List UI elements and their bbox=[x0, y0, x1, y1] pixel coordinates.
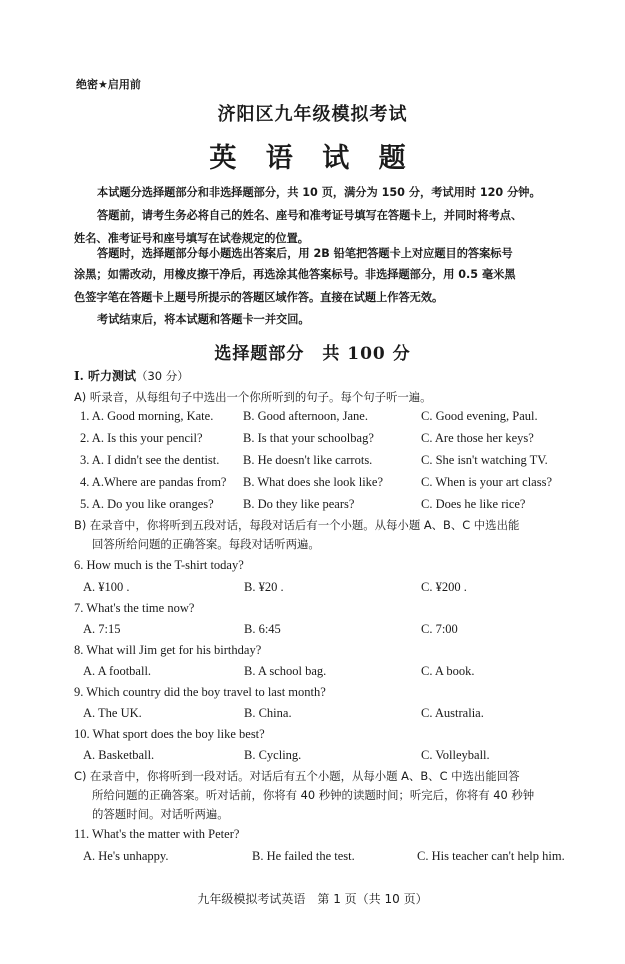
option-b: B. Cycling. bbox=[244, 748, 302, 762]
option-b: B. He doesn't like carrots. bbox=[243, 453, 373, 467]
option-b: B. What does she look like? bbox=[243, 475, 384, 489]
instruction-line: 色签字笔在答题卡上题号所提示的答题区域作答。直接在试题上作答无效。 bbox=[74, 291, 444, 304]
option-a: A. ¥100 . bbox=[83, 580, 130, 594]
part-c-instruction: 的答题时间。对话听两遍。 bbox=[92, 807, 229, 821]
part-score: （30 分） bbox=[135, 369, 189, 383]
option-c: C. Good evening, Paul. bbox=[421, 409, 538, 423]
instruction-line: 本试题分选择题部分和非选择题部分，共 10 页，满分为 150 分，考试用时 120 分钟。 bbox=[97, 186, 541, 199]
question-stem: 8. What will Jim get for his birthday? bbox=[74, 643, 262, 657]
instruction-line: 姓名、准考证号和座号填写在试卷规定的位置。 bbox=[74, 232, 309, 245]
part-b-instruction: B) 在录音中，你将听到五段对话，每段对话后有一个小题。从每小题 A、B、C 中选出能 bbox=[74, 518, 520, 532]
option-c: C. Does he like rice? bbox=[421, 497, 526, 511]
instruction-line: 答题时，选择题部分每小题选出答案后，用 2B 铅笔把答题卡上对应题目的答案标号 bbox=[97, 247, 513, 260]
part-a-instruction: A) 听录音，从每组句子中选出一个你所听到的句子。每个句子听一遍。 bbox=[74, 390, 432, 404]
option-c: C. She isn't watching TV. bbox=[421, 453, 548, 467]
option-b: B. Is that your schoolbag? bbox=[243, 431, 374, 445]
page-footer: 九年级模拟考试英语 第 1 页（共 10 页） bbox=[197, 892, 428, 906]
option-a: A. He's unhappy. bbox=[83, 849, 169, 863]
part-c-instruction: C) 在录音中，你将听到一段对话。对话后有五个小题，从每小题 A、B、C 中选出能回答 bbox=[74, 769, 520, 783]
option-b: B. He failed the test. bbox=[252, 849, 355, 863]
option-c: C. His teacher can't help him. bbox=[417, 849, 565, 863]
option-c: C. Australia. bbox=[421, 706, 484, 720]
option-c: C. A book. bbox=[421, 664, 475, 678]
instruction-line: 涂黑；如需改动，用橡皮擦干净后，再选涂其他答案标号。非选择题部分，用 0.5 毫米黑 bbox=[74, 268, 516, 281]
option-b: B. Do they like pears? bbox=[243, 497, 355, 511]
question-stem: 11. What's the matter with Peter? bbox=[74, 827, 240, 841]
option-a: 1. A. Good morning, Kate. bbox=[80, 409, 214, 423]
section-title: 选择题部分 共 100 分 bbox=[214, 344, 411, 364]
question-stem: 7. What's the time now? bbox=[74, 601, 195, 615]
subject-title: 英 语 试 题 bbox=[209, 143, 416, 174]
exam-title: 济阳区九年级模拟考试 bbox=[217, 104, 408, 125]
question-stem: 6. How much is the T-shirt today? bbox=[74, 558, 244, 572]
part-title: I. 听力测试 bbox=[74, 369, 136, 383]
instruction-line: 答题前，请考生务必将自己的姓名、座号和准考证号填写在答题卡上，并同时将考点、 bbox=[97, 209, 523, 222]
option-c: C. When is your art class? bbox=[421, 475, 552, 489]
part-b-instruction: 回答所给问题的正确答案。每段对话听两遍。 bbox=[92, 537, 320, 551]
option-b: B. China. bbox=[244, 706, 292, 720]
instruction-line: 考试结束后，将本试题和答题卡一并交回。 bbox=[97, 313, 310, 326]
option-b: B. Good afternoon, Jane. bbox=[243, 409, 368, 423]
confidential-label: 绝密★启用前 bbox=[76, 78, 141, 91]
question-stem: 9. Which country did the boy travel to last month? bbox=[74, 685, 326, 699]
option-a: 4. A.Where are pandas from? bbox=[80, 475, 227, 489]
option-a: 5. A. Do you like oranges? bbox=[80, 497, 214, 511]
option-c: C. Are those her keys? bbox=[421, 431, 534, 445]
option-b: B. 6:45 bbox=[244, 622, 281, 636]
option-a: A. The UK. bbox=[83, 706, 142, 720]
part-heading bbox=[74, 367, 189, 384]
option-a: 3. A. I didn't see the dentist. bbox=[80, 453, 220, 467]
question-stem: 10. What sport does the boy like best? bbox=[74, 727, 265, 741]
option-c: C. 7:00 bbox=[421, 622, 458, 636]
option-a: A. A football. bbox=[83, 664, 152, 678]
option-a: 2. A. Is this your pencil? bbox=[80, 431, 203, 445]
option-b: B. ¥20 . bbox=[244, 580, 284, 594]
part-c-instruction: 所给问题的正确答案。听对话前，你将有 40 秒钟的读题时间；听完后，你将有 40 秒钟 bbox=[92, 788, 535, 802]
option-c: C. Volleyball. bbox=[421, 748, 490, 762]
option-b: B. A school bag. bbox=[244, 664, 327, 678]
option-a: A. 7:15 bbox=[83, 622, 121, 636]
option-a: A. Basketball. bbox=[83, 748, 155, 762]
option-c: C. ¥200 . bbox=[421, 580, 467, 594]
